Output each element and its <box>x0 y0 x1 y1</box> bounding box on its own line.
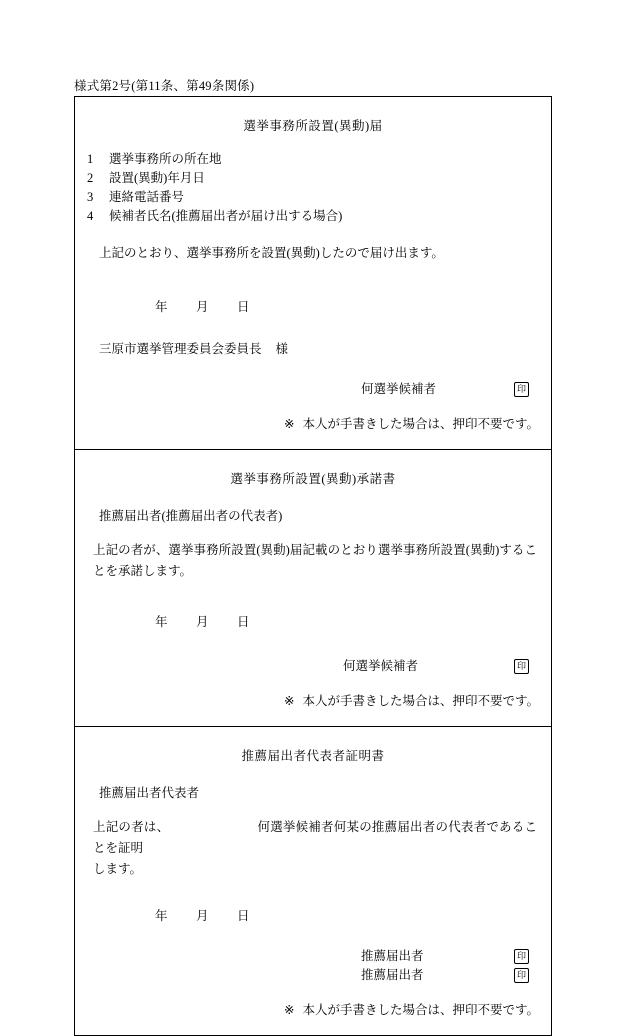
date-line <box>75 906 551 924</box>
signer-row <box>75 656 551 675</box>
section-establishment-notice <box>75 116 551 449</box>
addressee <box>75 339 551 357</box>
section-consent-form <box>75 449 551 726</box>
form-number: 様式第2号(第11条、第49条関係) <box>74 79 255 93</box>
seal-icon: 印 <box>514 382 529 397</box>
list-item-number: 4 <box>87 209 94 223</box>
consent-subject: 推薦届出者(推薦届出者の代表者) <box>99 509 283 523</box>
list-item <box>75 207 551 226</box>
list-item <box>75 150 551 169</box>
signer-name: 何選挙候補者 <box>361 382 437 396</box>
list-item-number: 3 <box>87 190 94 204</box>
list-item-label: 選挙事務所の所在地 <box>109 152 222 166</box>
date-line <box>75 297 551 315</box>
section-title: 推薦届出者代表者証明書 <box>241 749 385 763</box>
handwriting-note <box>75 691 551 709</box>
section-representative-certificate <box>75 726 551 1035</box>
date-month: 月 <box>196 615 210 629</box>
statement-body: 何選挙候補者何某の推薦届出者の代表者であることを証明 <box>93 820 537 855</box>
list-item-number: 1 <box>87 152 94 166</box>
addressee-honorific: 様 <box>275 342 289 356</box>
date-day: 日 <box>237 615 251 629</box>
addressee-name: 三原市選挙管理委員会委員長 <box>99 342 262 356</box>
list-item-label: 候補者氏名(推薦届出者が届け出する場合) <box>109 209 343 223</box>
section-title: 選挙事務所設置(異動)承諾書 <box>230 472 396 486</box>
seal-icon: 印 <box>514 968 529 983</box>
list-item <box>75 169 551 188</box>
signer-name: 推薦届出者 <box>361 949 424 963</box>
seal-icon: 印 <box>514 949 529 964</box>
date-month: 月 <box>196 300 210 314</box>
note-mark-icon: ※ <box>284 694 295 708</box>
statement-lead: 上記の者は、 <box>93 820 170 834</box>
certificate-subject: 推薦届出者代表者 <box>99 786 200 800</box>
date-day: 日 <box>237 300 251 314</box>
note-text: 本人が手書きした場合は、押印不要です。 <box>302 417 539 431</box>
signer-row <box>75 965 551 984</box>
date-year: 年 <box>155 909 169 923</box>
document-frame <box>74 96 552 1036</box>
list-item-number: 2 <box>87 171 94 185</box>
seal-icon: 印 <box>514 659 529 674</box>
handwriting-note <box>75 1000 551 1018</box>
signer-row <box>75 379 551 398</box>
date-month: 月 <box>196 909 210 923</box>
consent-statement: 上記の者が、選挙事務所設置(異動)届記載のとおり選挙事務所設置(異動)することを承諾します。 <box>93 543 537 578</box>
signer-name: 推薦届出者 <box>361 968 424 982</box>
section-title: 選挙事務所設置(異動)届 <box>243 119 383 133</box>
seal-stamp <box>514 379 529 397</box>
seal-stamp <box>514 656 529 674</box>
list-item-label: 連絡電話番号 <box>109 190 185 204</box>
date-year: 年 <box>155 615 169 629</box>
signer-row <box>75 946 551 965</box>
date-year: 年 <box>155 300 169 314</box>
note-text: 本人が手書きした場合は、押印不要です。 <box>302 694 539 708</box>
declaration-statement: 上記のとおり、選挙事務所を設置(異動)したので届け出ます。 <box>99 246 444 260</box>
seal-stamp <box>514 965 529 983</box>
handwriting-note <box>75 414 551 432</box>
signer-name: 何選挙候補者 <box>343 659 419 673</box>
note-text: 本人が手書きした場合は、押印不要です。 <box>302 1003 539 1017</box>
note-mark-icon: ※ <box>284 1003 295 1017</box>
certificate-statement <box>75 817 551 880</box>
list-item-label: 設置(異動)年月日 <box>109 171 205 185</box>
seal-stamp <box>514 946 529 964</box>
note-mark-icon: ※ <box>284 417 295 431</box>
statement-tail: します。 <box>93 862 143 876</box>
date-day: 日 <box>237 909 251 923</box>
date-line <box>75 612 551 630</box>
list-item <box>75 188 551 207</box>
requirements-list <box>75 150 551 226</box>
